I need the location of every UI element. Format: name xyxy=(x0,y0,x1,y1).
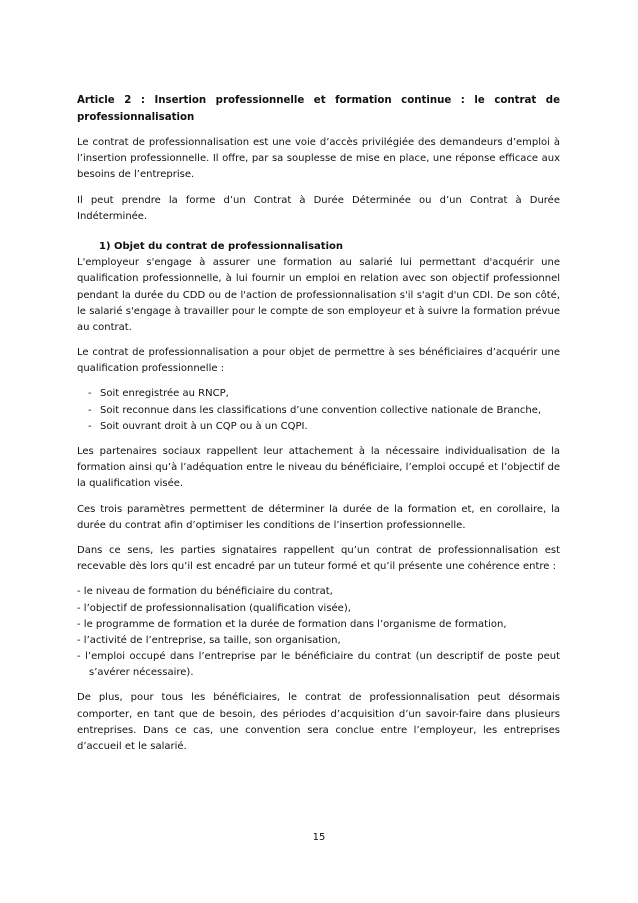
paragraph-intro: Le contrat de professionnalisation est une voie d’accès privilégiée des demandeurs d’emploi à l’insertion professionnelle. Il offre, par sa souplesse de mise en place, une réponse efficace aux besoins de l’entreprise. xyxy=(77,137,560,181)
list-item-line: s’avérer nécessaire). xyxy=(89,667,194,679)
paragraph-signatories: Dans ce sens, les parties signataires rappellent qu’un contrat de professionnalisation est recevable dès lors qu’il est encadré par un tuteur formé et qu’il présente une cohérence entre : xyxy=(77,544,560,573)
list-item xyxy=(77,649,560,681)
list-item: - l’objectif de professionnalisation (qualification visée), xyxy=(77,602,351,614)
article-title-line1: Article 2 : Insertion professionnelle et formation continue : le contrat de xyxy=(77,95,560,106)
list-item: - le programme de formation et la durée de formation dans l’organisme de formation, xyxy=(77,618,507,630)
list-item: - l’activité de l’entreprise, sa taille, son organisation, xyxy=(77,634,341,646)
paragraph-beneficiaries: De plus, pour tous les bénéficiaires, le contrat de professionnalisation peut désormais comporter, en tant que de besoin, des périodes d’acquisition d’un savoir-faire dans plusieurs entreprises. Dans ce cas, une convention sera conclue entre l’employeur, les entreprises d’accueil et le salarié. xyxy=(77,692,560,753)
section-heading-objet: 1) Objet du contrat de professionnalisation xyxy=(99,240,343,252)
article-title-line2: professionnalisation xyxy=(77,111,195,123)
qualification-list xyxy=(77,386,560,435)
list-item: - Soit enregistrée au RNCP, xyxy=(88,386,560,402)
list-item-line: - l’emploi occupé dans l’entreprise par le bénéficiaire du contrat (un descriptif de poste peut xyxy=(77,651,560,663)
page-number: 15 xyxy=(312,832,326,843)
article-title xyxy=(77,93,560,126)
list-item: - Soit reconnue dans les classifications d’une convention collective nationale de Branche, xyxy=(88,403,560,419)
coherence-list xyxy=(77,584,560,681)
list-item: - Soit ouvrant droit à un CQP ou à un CQPI. xyxy=(88,419,560,435)
list-item: - le niveau de formation du bénéficiaire du contrat, xyxy=(77,586,333,598)
paragraph-social-partners: Les partenaires sociaux rappellent leur attachement à la nécessaire individualisation de la formation ainsi qu’à l’adéquation entre le niveau du bénéficiaire, l’emploi occupé et l’objectif de la qualification visée. xyxy=(77,446,560,490)
paragraph-employer-commitment: L'employeur s'engage à assurer une formation au salarié lui permettant d'acquérir une qualification professionnelle, à lui fournir un emploi en relation avec son objectif professionnel pendant la durée du CDD ou de l'action de professionnalisation s'il s'agit d'un CDI. De son côté, le salarié s'engage à travailler pour le compte de son employeur et à suivre la formation prévue au contrat. xyxy=(77,257,560,333)
paragraph-parameters: Ces trois paramètres permettent de déterminer la durée de la formation et, en corollaire, la durée du contrat afin d’optimiser les conditions de l’insertion professionnelle. xyxy=(77,503,560,531)
paragraph-contract-forms: Il peut prendre la forme d’un Contrat à Durée Déterminée ou d’un Contrat à Durée Indéterminée. xyxy=(77,194,560,222)
paragraph-objet: Le contrat de professionnalisation a pour objet de permettre à ses bénéficiaires d’acquérir une qualification professionnelle : xyxy=(77,347,560,375)
page-content xyxy=(77,93,560,755)
